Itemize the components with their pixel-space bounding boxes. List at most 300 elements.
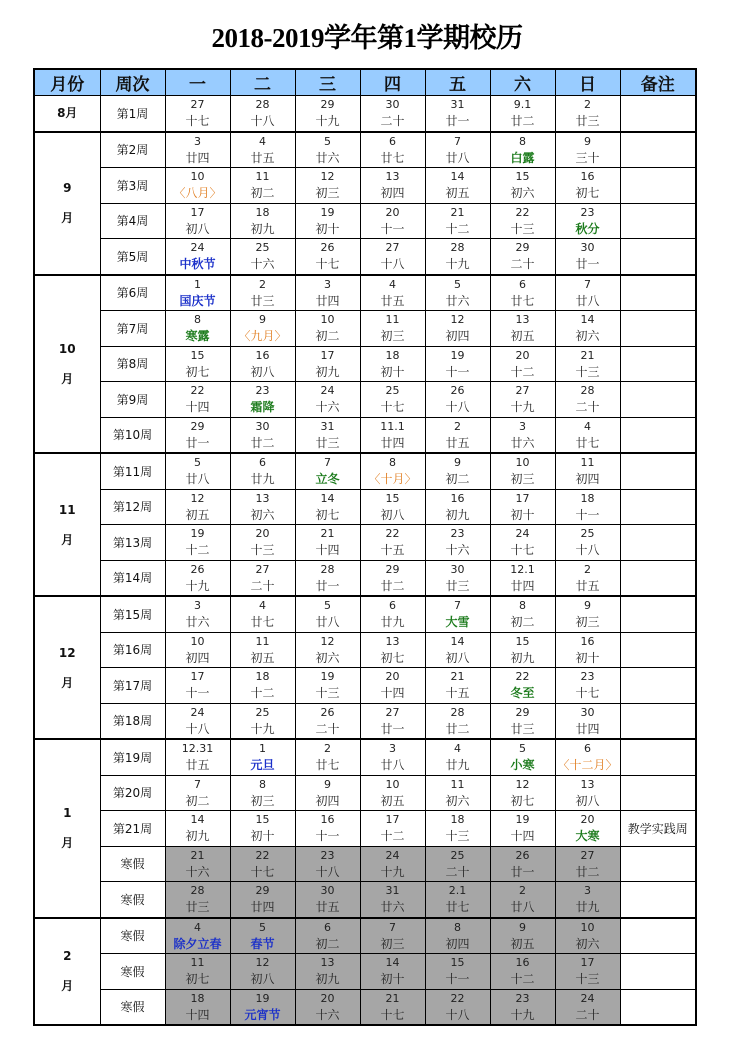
month-unit: 月: [61, 836, 74, 851]
lunar-month-label: 〈九月〉: [238, 329, 287, 344]
header-sun: 日: [555, 69, 620, 96]
solar-date: 9: [454, 456, 461, 470]
solar-date: 28: [580, 384, 595, 398]
lunar-date: 廿一: [510, 864, 535, 879]
note-cell: [620, 560, 696, 596]
day-cell: [165, 989, 230, 1025]
day-cell: [425, 96, 490, 132]
lunar-date: 十七: [380, 400, 405, 415]
month-unit: 月: [61, 211, 74, 225]
lunar-date: 廿一: [445, 114, 470, 129]
day-cell: [425, 453, 490, 489]
holiday-label: 元旦: [250, 758, 275, 773]
day-cell: [165, 346, 230, 382]
day-cell: [230, 489, 295, 525]
lunar-date: 初九: [510, 650, 535, 665]
solar-date: 14: [320, 491, 335, 505]
day-cell: [425, 275, 490, 311]
lunar-date: 十三: [575, 364, 600, 379]
lunar-date: 廿六: [185, 615, 210, 630]
lunar-date: 廿五: [445, 435, 470, 450]
lunar-date: 廿九: [575, 900, 600, 915]
day-cell: [360, 525, 425, 561]
note-cell: 教学实践周: [620, 811, 696, 847]
day-cell: [555, 739, 620, 775]
solar-date: 27: [255, 562, 270, 576]
day-cell: [295, 775, 360, 811]
solar-date: 24: [385, 848, 400, 862]
solar-date: 3: [324, 277, 331, 291]
solar-date: 12: [515, 777, 530, 791]
month-unit: 月: [61, 675, 74, 690]
lunar-date: 廿七: [380, 150, 405, 165]
solar-date: 10: [385, 777, 400, 791]
day-cell: [490, 132, 555, 168]
week-row: [34, 489, 696, 525]
solar-date: 18: [255, 205, 270, 219]
week-row: [34, 596, 696, 632]
lunar-date: 二十: [250, 578, 275, 593]
solar-date: 19: [320, 205, 335, 219]
day-cell: [555, 775, 620, 811]
lunar-date: 十八: [380, 257, 405, 272]
day-cell: [490, 668, 555, 704]
lunar-date: 十七: [510, 543, 535, 558]
week-label: 第7周: [100, 311, 165, 347]
solar-date: 2: [259, 277, 266, 291]
lunar-date: 十九: [445, 257, 470, 272]
lunar-date: 十八: [315, 864, 340, 879]
day-cell: [490, 560, 555, 596]
day-cell: [555, 168, 620, 204]
header-week: 周次: [100, 69, 165, 96]
solar-date: 7: [194, 777, 201, 791]
month-cell: [34, 918, 100, 1026]
lunar-date: 初八: [575, 793, 600, 808]
lunar-date: 初九: [315, 972, 340, 987]
solar-date: 3: [194, 599, 201, 613]
week-row: [34, 96, 696, 132]
lunar-date: 十一: [445, 972, 470, 987]
solar-date: 15: [515, 170, 530, 184]
day-cell: [425, 882, 490, 918]
lunar-date: 廿五: [575, 578, 600, 593]
day-cell: [295, 203, 360, 239]
solar-date: 22: [190, 384, 205, 398]
note-cell: [620, 489, 696, 525]
header-note: 备注: [620, 69, 696, 96]
day-cell: [490, 954, 555, 990]
lunar-date: 十三: [510, 221, 535, 236]
solar-date: 1: [194, 277, 201, 291]
solar-date: 8: [519, 134, 526, 148]
day-cell: [555, 275, 620, 311]
day-cell: [230, 346, 295, 382]
day-cell: [295, 560, 360, 596]
solar-date: 31: [385, 884, 400, 898]
school-calendar-table: [33, 68, 697, 1026]
day-cell: [230, 203, 295, 239]
lunar-date: 初九: [185, 829, 210, 844]
lunar-date: 十一: [445, 364, 470, 379]
day-cell: [230, 954, 295, 990]
solar-date: 28: [450, 241, 465, 255]
day-cell: [295, 96, 360, 132]
day-cell: [295, 703, 360, 739]
solar-date: 5: [259, 920, 266, 934]
day-cell: [295, 918, 360, 954]
week-row: [34, 882, 696, 918]
lunar-date: 廿四: [510, 578, 535, 593]
lunar-date: 初七: [510, 793, 535, 808]
lunar-date: 十五: [445, 686, 470, 701]
note-cell: [620, 382, 696, 418]
lunar-date: 廿五: [315, 900, 340, 915]
solar-date: 4: [584, 419, 591, 433]
lunar-date: 十二: [445, 221, 470, 236]
lunar-date: 初八: [380, 507, 405, 522]
solar-date: 16: [450, 491, 465, 505]
day-cell: [490, 989, 555, 1025]
lunar-date: 十八: [185, 721, 210, 736]
lunar-date: 初八: [445, 650, 470, 665]
lunar-date: 二十: [380, 114, 405, 129]
lunar-date: 廿九: [445, 758, 470, 773]
day-cell: [165, 668, 230, 704]
lunar-date: 初十: [575, 650, 600, 665]
week-row: [34, 311, 696, 347]
solar-date: 21: [190, 848, 205, 862]
week-label: 第8周: [100, 346, 165, 382]
day-cell: [425, 346, 490, 382]
lunar-date: 十三: [315, 686, 340, 701]
lunar-date: 十五: [380, 543, 405, 558]
solar-date: 22: [515, 205, 530, 219]
solar-date: 18: [385, 348, 400, 362]
note-cell: [620, 96, 696, 132]
solar-date: 29: [255, 884, 270, 898]
day-cell: [490, 96, 555, 132]
day-cell: [165, 954, 230, 990]
day-cell: [425, 775, 490, 811]
lunar-date: 初九: [250, 221, 275, 236]
solar-date: 12.1: [510, 562, 535, 576]
day-cell: [425, 382, 490, 418]
week-row: [34, 989, 696, 1025]
solar-date: 20: [515, 348, 530, 362]
day-cell: [425, 311, 490, 347]
solar-date: 12.31: [181, 742, 214, 756]
lunar-date: 廿四: [575, 721, 600, 736]
solar-date: 7: [389, 920, 396, 934]
solar-date: 22: [385, 527, 400, 541]
day-cell: [295, 739, 360, 775]
day-cell: [295, 846, 360, 882]
day-cell: [230, 989, 295, 1025]
day-cell: [295, 311, 360, 347]
day-cell: [360, 560, 425, 596]
week-label: 第2周: [100, 132, 165, 168]
day-cell: [230, 417, 295, 453]
day-cell: [425, 668, 490, 704]
solar-date: 7: [584, 277, 591, 291]
lunar-date: 二十: [445, 864, 470, 879]
solar-date: 14: [190, 813, 205, 827]
solar-date: 13: [320, 956, 335, 970]
solar-term-label: 冬至: [510, 686, 535, 701]
solar-date: 3: [584, 884, 591, 898]
lunar-date: 廿七: [250, 615, 275, 630]
solar-date: 19: [320, 670, 335, 684]
day-cell: [555, 239, 620, 275]
solar-date: 13: [255, 491, 270, 505]
day-cell: [295, 489, 360, 525]
lunar-date: 十四: [185, 1007, 210, 1022]
solar-date: 31: [320, 419, 335, 433]
lunar-date: 廿八: [380, 758, 405, 773]
solar-date: 12: [450, 313, 465, 327]
note-cell: [620, 846, 696, 882]
lunar-date: 廿八: [315, 615, 340, 630]
day-cell: [165, 882, 230, 918]
day-cell: [230, 168, 295, 204]
day-cell: [425, 989, 490, 1025]
day-cell: [425, 203, 490, 239]
solar-date: 26: [320, 705, 335, 719]
day-cell: [230, 703, 295, 739]
lunar-date: 初七: [315, 507, 340, 522]
day-cell: [360, 311, 425, 347]
lunar-date: 廿一: [575, 257, 600, 272]
solar-date: 27: [190, 98, 205, 112]
lunar-date: 廿六: [380, 900, 405, 915]
lunar-date: 十三: [250, 543, 275, 558]
solar-date: 17: [190, 670, 205, 684]
day-cell: [360, 168, 425, 204]
solar-date: 2: [324, 742, 331, 756]
day-cell: [555, 954, 620, 990]
week-label: 第14周: [100, 560, 165, 596]
lunar-date: 十九: [185, 578, 210, 593]
day-cell: [165, 96, 230, 132]
day-cell: [490, 346, 555, 382]
solar-date: 5: [324, 134, 331, 148]
solar-date: 23: [515, 991, 530, 1005]
week-label: 寒假: [100, 954, 165, 990]
lunar-date: 初七: [575, 186, 600, 201]
day-cell: [295, 954, 360, 990]
solar-term-label: 立冬: [315, 472, 340, 487]
solar-date: 13: [385, 634, 400, 648]
lunar-date: 十一: [575, 507, 600, 522]
lunar-date: 初三: [380, 936, 405, 951]
month-number: 2: [63, 949, 72, 964]
solar-date: 15: [515, 634, 530, 648]
week-row: [34, 811, 696, 847]
day-cell: [555, 382, 620, 418]
lunar-date: 初二: [185, 793, 210, 808]
solar-date: 19: [190, 527, 205, 541]
week-row: [34, 275, 696, 311]
solar-date: 25: [580, 527, 595, 541]
solar-date: 17: [580, 956, 595, 970]
day-cell: [490, 882, 555, 918]
day-cell: [555, 453, 620, 489]
solar-date: 19: [515, 813, 530, 827]
lunar-date: 十四: [510, 829, 535, 844]
solar-date: 15: [190, 348, 205, 362]
day-cell: [230, 453, 295, 489]
lunar-date: 十一: [315, 829, 340, 844]
day-cell: [555, 96, 620, 132]
day-cell: [295, 168, 360, 204]
lunar-date: 廿七: [510, 293, 535, 308]
month-unit: 月: [61, 979, 74, 994]
lunar-date: 廿二: [510, 114, 535, 129]
day-cell: [425, 596, 490, 632]
solar-date: 30: [580, 705, 595, 719]
day-cell: [360, 203, 425, 239]
solar-date: 27: [580, 848, 595, 862]
day-cell: [360, 346, 425, 382]
solar-date: 27: [385, 241, 400, 255]
week-row: [34, 632, 696, 668]
lunar-date: 初八: [185, 221, 210, 236]
week-label: 第12周: [100, 489, 165, 525]
solar-date: 3: [519, 419, 526, 433]
day-cell: [165, 632, 230, 668]
solar-date: 17: [320, 348, 335, 362]
week-label: 第11周: [100, 453, 165, 489]
day-cell: [360, 239, 425, 275]
solar-date: 11: [190, 956, 205, 970]
day-cell: [555, 311, 620, 347]
lunar-date: 初十: [380, 364, 405, 379]
day-cell: [490, 275, 555, 311]
lunar-date: 廿四: [315, 293, 340, 308]
week-label: 寒假: [100, 882, 165, 918]
day-cell: [295, 632, 360, 668]
lunar-date: 廿五: [250, 150, 275, 165]
solar-date: 28: [320, 562, 335, 576]
month-cell: 8月: [34, 96, 100, 132]
lunar-date: 十三: [445, 829, 470, 844]
month-cell: [34, 275, 100, 454]
solar-date: 16: [255, 348, 270, 362]
day-cell: [425, 739, 490, 775]
day-cell: [425, 632, 490, 668]
day-cell: [490, 168, 555, 204]
solar-date: 16: [580, 170, 595, 184]
solar-date: 16: [320, 813, 335, 827]
day-cell: [230, 846, 295, 882]
lunar-date: 初十: [510, 507, 535, 522]
day-cell: [425, 918, 490, 954]
lunar-date: 初二: [510, 615, 535, 630]
month-unit: 月: [61, 532, 74, 547]
lunar-date: 初三: [380, 329, 405, 344]
week-label: 第15周: [100, 596, 165, 632]
lunar-date: 初五: [185, 507, 210, 522]
lunar-date: 初七: [185, 364, 210, 379]
solar-date: 20: [320, 991, 335, 1005]
solar-date: 27: [385, 705, 400, 719]
solar-date: 18: [450, 813, 465, 827]
lunar-date: 廿三: [250, 293, 275, 308]
month-unit: 月: [61, 371, 74, 386]
lunar-date: 初三: [510, 472, 535, 487]
day-cell: [165, 132, 230, 168]
lunar-date: 廿一: [185, 435, 210, 450]
lunar-date: 十四: [380, 686, 405, 701]
solar-date: 2: [454, 419, 461, 433]
lunar-date: 十六: [250, 257, 275, 272]
day-cell: [165, 775, 230, 811]
day-cell: [360, 739, 425, 775]
day-cell: [165, 311, 230, 347]
solar-date: 21: [320, 527, 335, 541]
day-cell: [555, 560, 620, 596]
lunar-date: 初八: [250, 364, 275, 379]
day-cell: [165, 560, 230, 596]
lunar-date: 初四: [445, 936, 470, 951]
solar-term-label: 大雪: [445, 615, 470, 630]
solar-date: 4: [259, 599, 266, 613]
lunar-date: 十七: [315, 257, 340, 272]
solar-date: 28: [255, 98, 270, 112]
day-cell: [230, 382, 295, 418]
solar-date: 21: [580, 348, 595, 362]
solar-date: 13: [385, 170, 400, 184]
day-cell: [490, 453, 555, 489]
lunar-date: 廿二: [445, 721, 470, 736]
lunar-date: 十八: [250, 114, 275, 129]
day-cell: [425, 811, 490, 847]
solar-date: 4: [259, 134, 266, 148]
day-cell: [165, 239, 230, 275]
solar-date: 6: [324, 920, 331, 934]
lunar-date: 廿七: [315, 758, 340, 773]
lunar-date: 初二: [315, 329, 340, 344]
solar-date: 12: [190, 491, 205, 505]
day-cell: [360, 489, 425, 525]
solar-date: 24: [580, 991, 595, 1005]
solar-date: 9: [584, 599, 591, 613]
day-cell: [555, 596, 620, 632]
day-cell: [295, 882, 360, 918]
day-cell: [165, 739, 230, 775]
day-cell: [165, 918, 230, 954]
solar-date: 20: [385, 670, 400, 684]
day-cell: [295, 525, 360, 561]
lunar-date: 十一: [380, 221, 405, 236]
lunar-date: 二十: [575, 400, 600, 415]
lunar-date: 十七: [250, 864, 275, 879]
lunar-date: 廿二: [575, 864, 600, 879]
lunar-date: 初五: [510, 936, 535, 951]
lunar-date: 十一: [185, 686, 210, 701]
solar-term-label: 小寒: [510, 758, 535, 773]
solar-date: 23: [580, 670, 595, 684]
week-row: [34, 954, 696, 990]
note-cell: [620, 882, 696, 918]
day-cell: [425, 954, 490, 990]
lunar-date: 十六: [315, 1007, 340, 1022]
lunar-date: 廿六: [510, 435, 535, 450]
solar-date: 18: [580, 491, 595, 505]
day-cell: [230, 668, 295, 704]
solar-date: 2: [584, 562, 591, 576]
